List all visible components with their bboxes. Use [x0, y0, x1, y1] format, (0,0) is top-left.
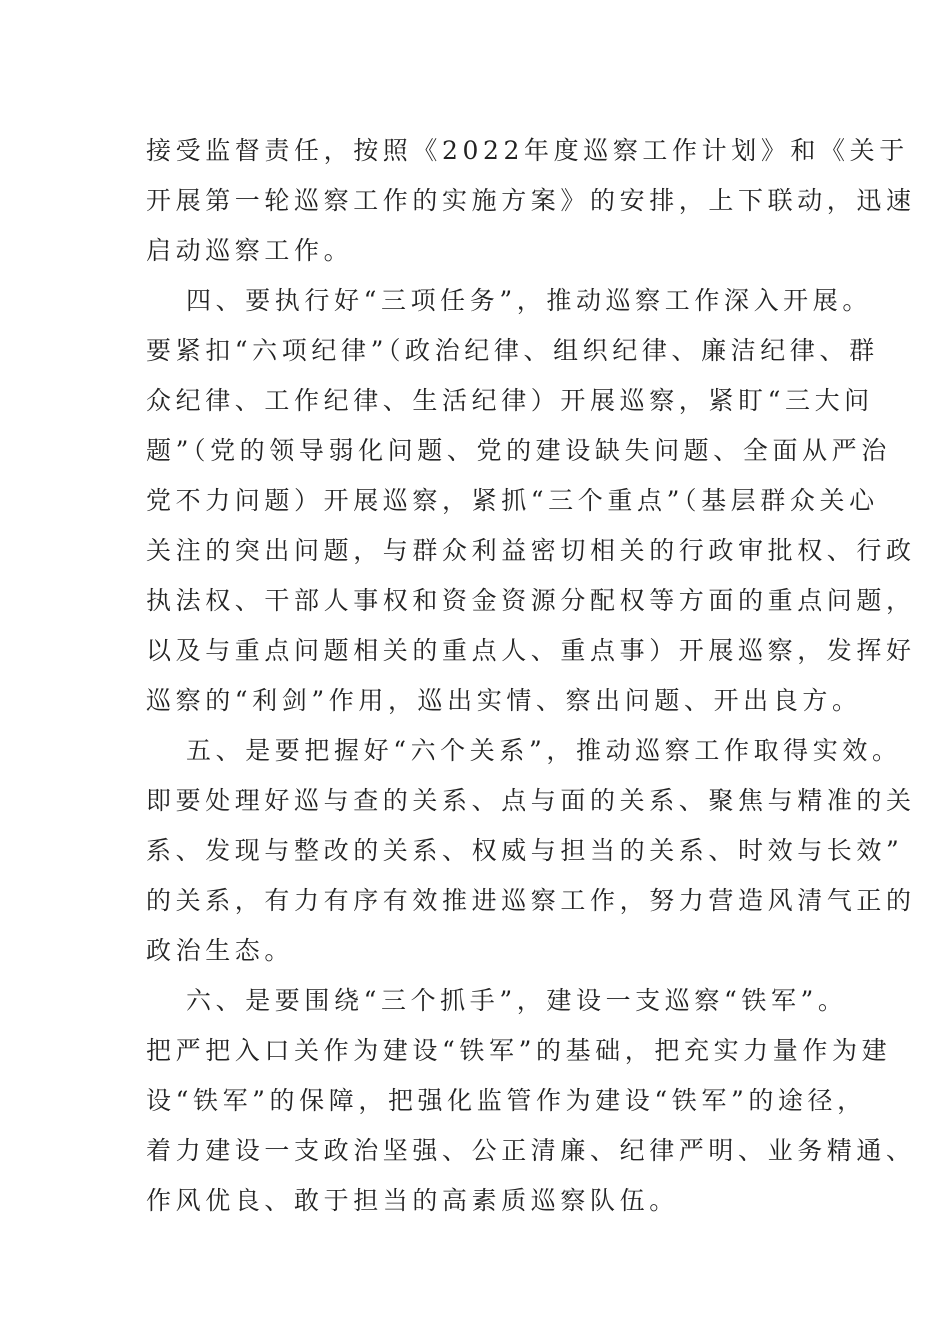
text-line: 党不力问题）开展巡察，紧抓“三个重点”（基层群众关心	[146, 486, 879, 515]
paragraph-heading-6: 六、是要围绕“三个抓手”，建设一支巡察“铁军”。	[186, 986, 848, 1015]
text-line: 作风优良、敢于担当的高素质巡察队伍。	[146, 1186, 679, 1215]
text-line: 开展第一轮巡察工作的实施方案》的安排，上下联动，迅速	[146, 186, 916, 215]
paragraph-heading-5: 五、是要把握好“六个关系”，推动巡察工作取得实效。	[186, 736, 902, 765]
text-line: 众纪律、工作纪律、生活纪律）开展巡察，紧盯“三大问	[146, 386, 874, 415]
text-line: 着力建设一支政治坚强、公正清廉、纪律严明、业务精通、	[146, 1136, 916, 1165]
paragraph-heading-4: 四、要执行好“三项任务”，推动巡察工作深入开展。	[186, 286, 872, 315]
text-line: 巡察的“利剑”作用，巡出实情、察出问题、开出良方。	[146, 686, 862, 715]
text-line: 关注的突出问题，与群众利益密切相关的行政审批权、行政	[146, 536, 916, 565]
text-line: 要紧扣“六项纪律”（政治纪律、组织纪律、廉洁纪律、群	[146, 336, 879, 365]
text-line: 即要处理好巡与查的关系、点与面的关系、聚焦与精准的关	[146, 786, 916, 815]
text-line: 系、发现与整改的关系、权威与担当的关系、时效与长效”	[146, 836, 904, 865]
text-line: 启动巡察工作。	[146, 236, 354, 265]
text-line: 题”（党的领导弱化问题、党的建设缺失问题、全面从严治	[146, 436, 891, 465]
text-line: 执法权、干部人事权和资金资源分配权等方面的重点问题，	[146, 586, 916, 615]
text-line: 的关系，有力有序有效推进巡察工作，努力营造风清气正的	[146, 886, 916, 915]
text-line: 把严把入口关作为建设“铁军”的基础，把充实力量作为建	[146, 1036, 892, 1065]
text-line: 政治生态。	[146, 936, 295, 965]
text-line: 接受监督责任，按照《2022年度巡察工作计划》和《关于	[146, 136, 909, 165]
text-line: 设“铁军”的保障，把强化监管作为建设“铁军”的途径，	[146, 1086, 867, 1115]
text-line: 以及与重点问题相关的重点人、重点事）开展巡察，发挥好	[146, 636, 916, 665]
